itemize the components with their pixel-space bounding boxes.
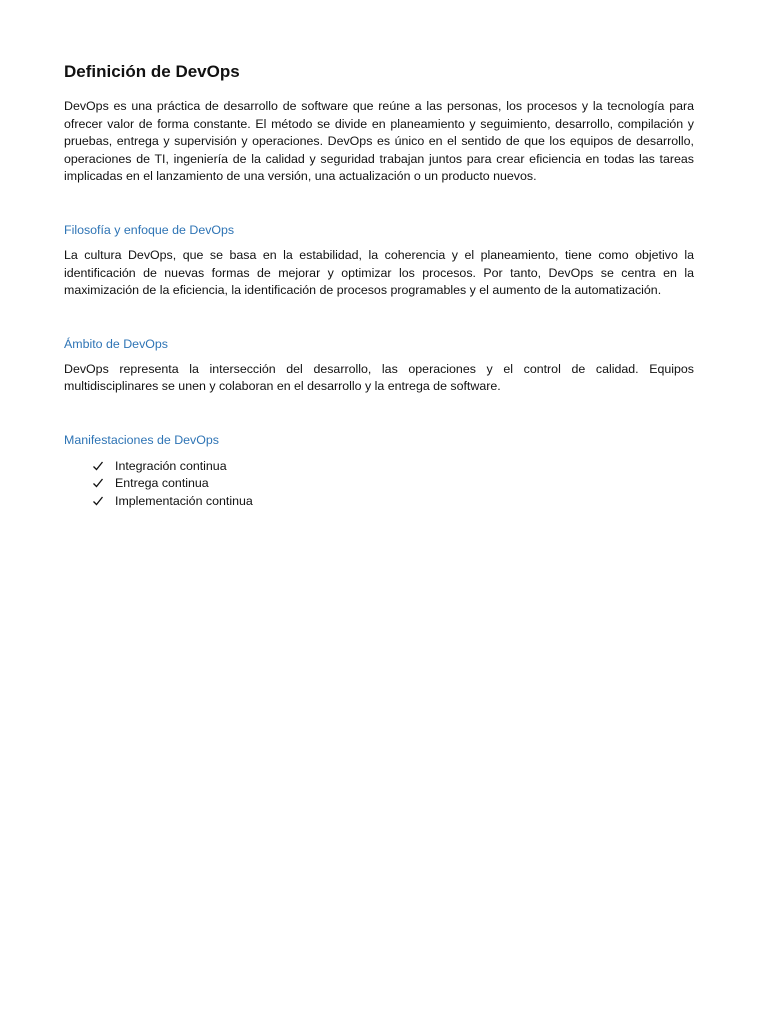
page-title: Definición de DevOps <box>64 62 240 81</box>
list-item-label: Implementación continua <box>115 493 253 508</box>
section-heading-filosofia: Filosofía y enfoque de DevOps <box>64 222 235 237</box>
check-icon <box>92 477 104 489</box>
manifestaciones-list <box>64 457 694 510</box>
section-body-filosofia: La cultura DevOps, que se basa en la estabilidad, la coherencia y el planeamiento, tiene como objetivo la identificación de nuevas formas de mejorar y optimizar los procesos. Por tanto, DevOps se centra en la maximización de la eficiencia, la identificación de procesos programables y el aumento de la automatización. <box>64 247 694 298</box>
check-icon <box>92 460 104 472</box>
list-item <box>92 457 694 475</box>
list-item <box>92 475 694 493</box>
section-heading-ambito: Ámbito de DevOps <box>64 336 168 351</box>
check-icon <box>92 495 104 507</box>
intro-paragraph: DevOps es una práctica de desarrollo de software que reúne a las personas, los procesos y la tecnología para ofrecer valor de forma constante. El método se divide en planeamiento y seguimiento, desarrollo, compilación y pruebas, entrega y supervisión y operaciones. DevOps es único en el sentido de que los equipos de desarrollo, operaciones de TI, ingeniería de la calidad y seguridad trabajan juntos para crear eficiencia en todas las tareas implicadas en el lanzamiento de una versión, una actualización o un producto nuevos. <box>64 99 694 184</box>
section-body-ambito: DevOps representa la intersección del desarrollo, las operaciones y el control de calidad. Equipos multidisciplinares se unen y colaboran en el desarrollo y la entrega de software. <box>64 361 694 394</box>
list-item-label: Entrega continua <box>115 476 209 491</box>
list-item-label: Integración continua <box>115 458 227 473</box>
list-item <box>92 492 694 510</box>
section-heading-manifestaciones: Manifestaciones de DevOps <box>64 432 219 447</box>
document-page <box>64 58 694 510</box>
